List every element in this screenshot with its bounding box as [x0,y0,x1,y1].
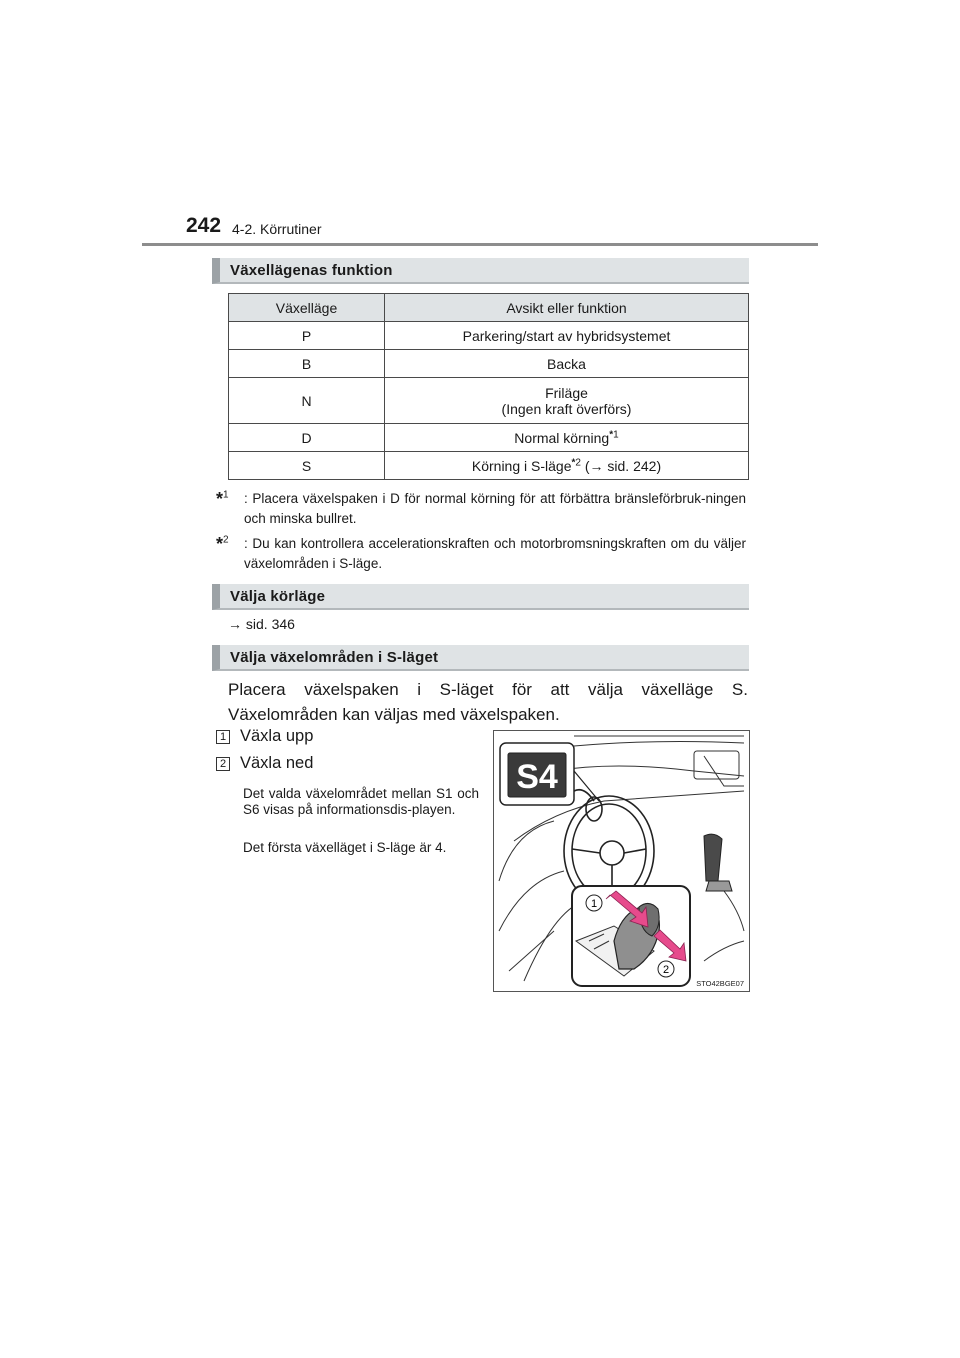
function-text: Normal körning [514,429,610,446]
page-reference[interactable]: → sid. 346 [228,616,295,632]
step-label: Växla upp [240,727,314,745]
s-mode-intro: Placera växelspaken i S-läget för att välja växelläge S. Växelområden kan väljas med växelspaken. [228,680,748,724]
section-heading-drive-mode: Välja körläge [212,584,749,610]
table-row [229,424,749,452]
footnote-text: : Du kan kontrollera accelerationskraften och motorbromsningskraften om du väljer växelområden i S-läge. [244,536,746,571]
illustration-svg [494,731,749,991]
table-header-function: Avsikt eller funktion [385,294,749,322]
table-header-row [229,294,749,322]
figure-callout-2: 2 [662,964,670,976]
step-label: Växla ned [240,754,314,772]
footnote-2 [216,534,746,574]
step-number-box: 1 [216,730,230,744]
table-cell-function [385,424,749,452]
table-cell-position: N [229,378,385,424]
figure-callout-1: 1 [590,898,598,910]
footnote-1 [216,489,746,529]
gear-shift-illustration [493,730,750,992]
table-cell-function [385,452,749,480]
footnote-text: : Placera växelspaken i D för normal körning för att förbättra bränsleförbruk-ningen och minska bullret. [244,491,746,526]
table-cell-function: Parkering/start av hybridsystemet [385,322,749,350]
function-text: Körning i S-läge [471,457,572,474]
footnote-ref: *2 [571,456,581,468]
page-reference[interactable]: (→ sid. 242) [580,457,662,474]
table-cell-position: D [229,424,385,452]
display-indicator-text: S4 [516,758,558,796]
section-heading-gear-functions: Växellägenas funktion [212,258,749,284]
table-cell-position: S [229,452,385,480]
table-row [229,378,749,424]
figure-code: STO42BGE07 [696,979,744,988]
note-display: Det valda växelområdet mellan S1 och S6 visas på informationsdis-playen. [243,786,479,817]
function-line: Friläge [545,384,588,401]
footnote-ref: *1 [609,428,619,440]
gear-position-table [228,293,749,480]
step-shift-down [216,754,313,773]
table-cell-position: P [229,322,385,350]
table-row [229,350,749,378]
chapter-title: 4-2. Körrutiner [232,221,322,237]
note-first-gear: Det första växelläget i S-läge är 4. [243,840,447,855]
step-shift-up [216,727,313,746]
table-cell-function [385,378,749,424]
table-header-position: Växelläge [229,294,385,322]
page-number: 242 [186,214,222,237]
section-heading-s-mode: Välja växelområden i S-läget [212,645,749,671]
table-cell-function: Backa [385,350,749,378]
header-rule [142,243,818,246]
step-number-box: 2 [216,757,230,771]
footnote-mark: *$^1$ [216,489,229,509]
function-line: (Ingen kraft överförs) [501,400,632,417]
table-cell-position: B [229,350,385,378]
footnote-mark: *$^2$ [216,534,229,554]
table-row [229,322,749,350]
table-row [229,452,749,480]
